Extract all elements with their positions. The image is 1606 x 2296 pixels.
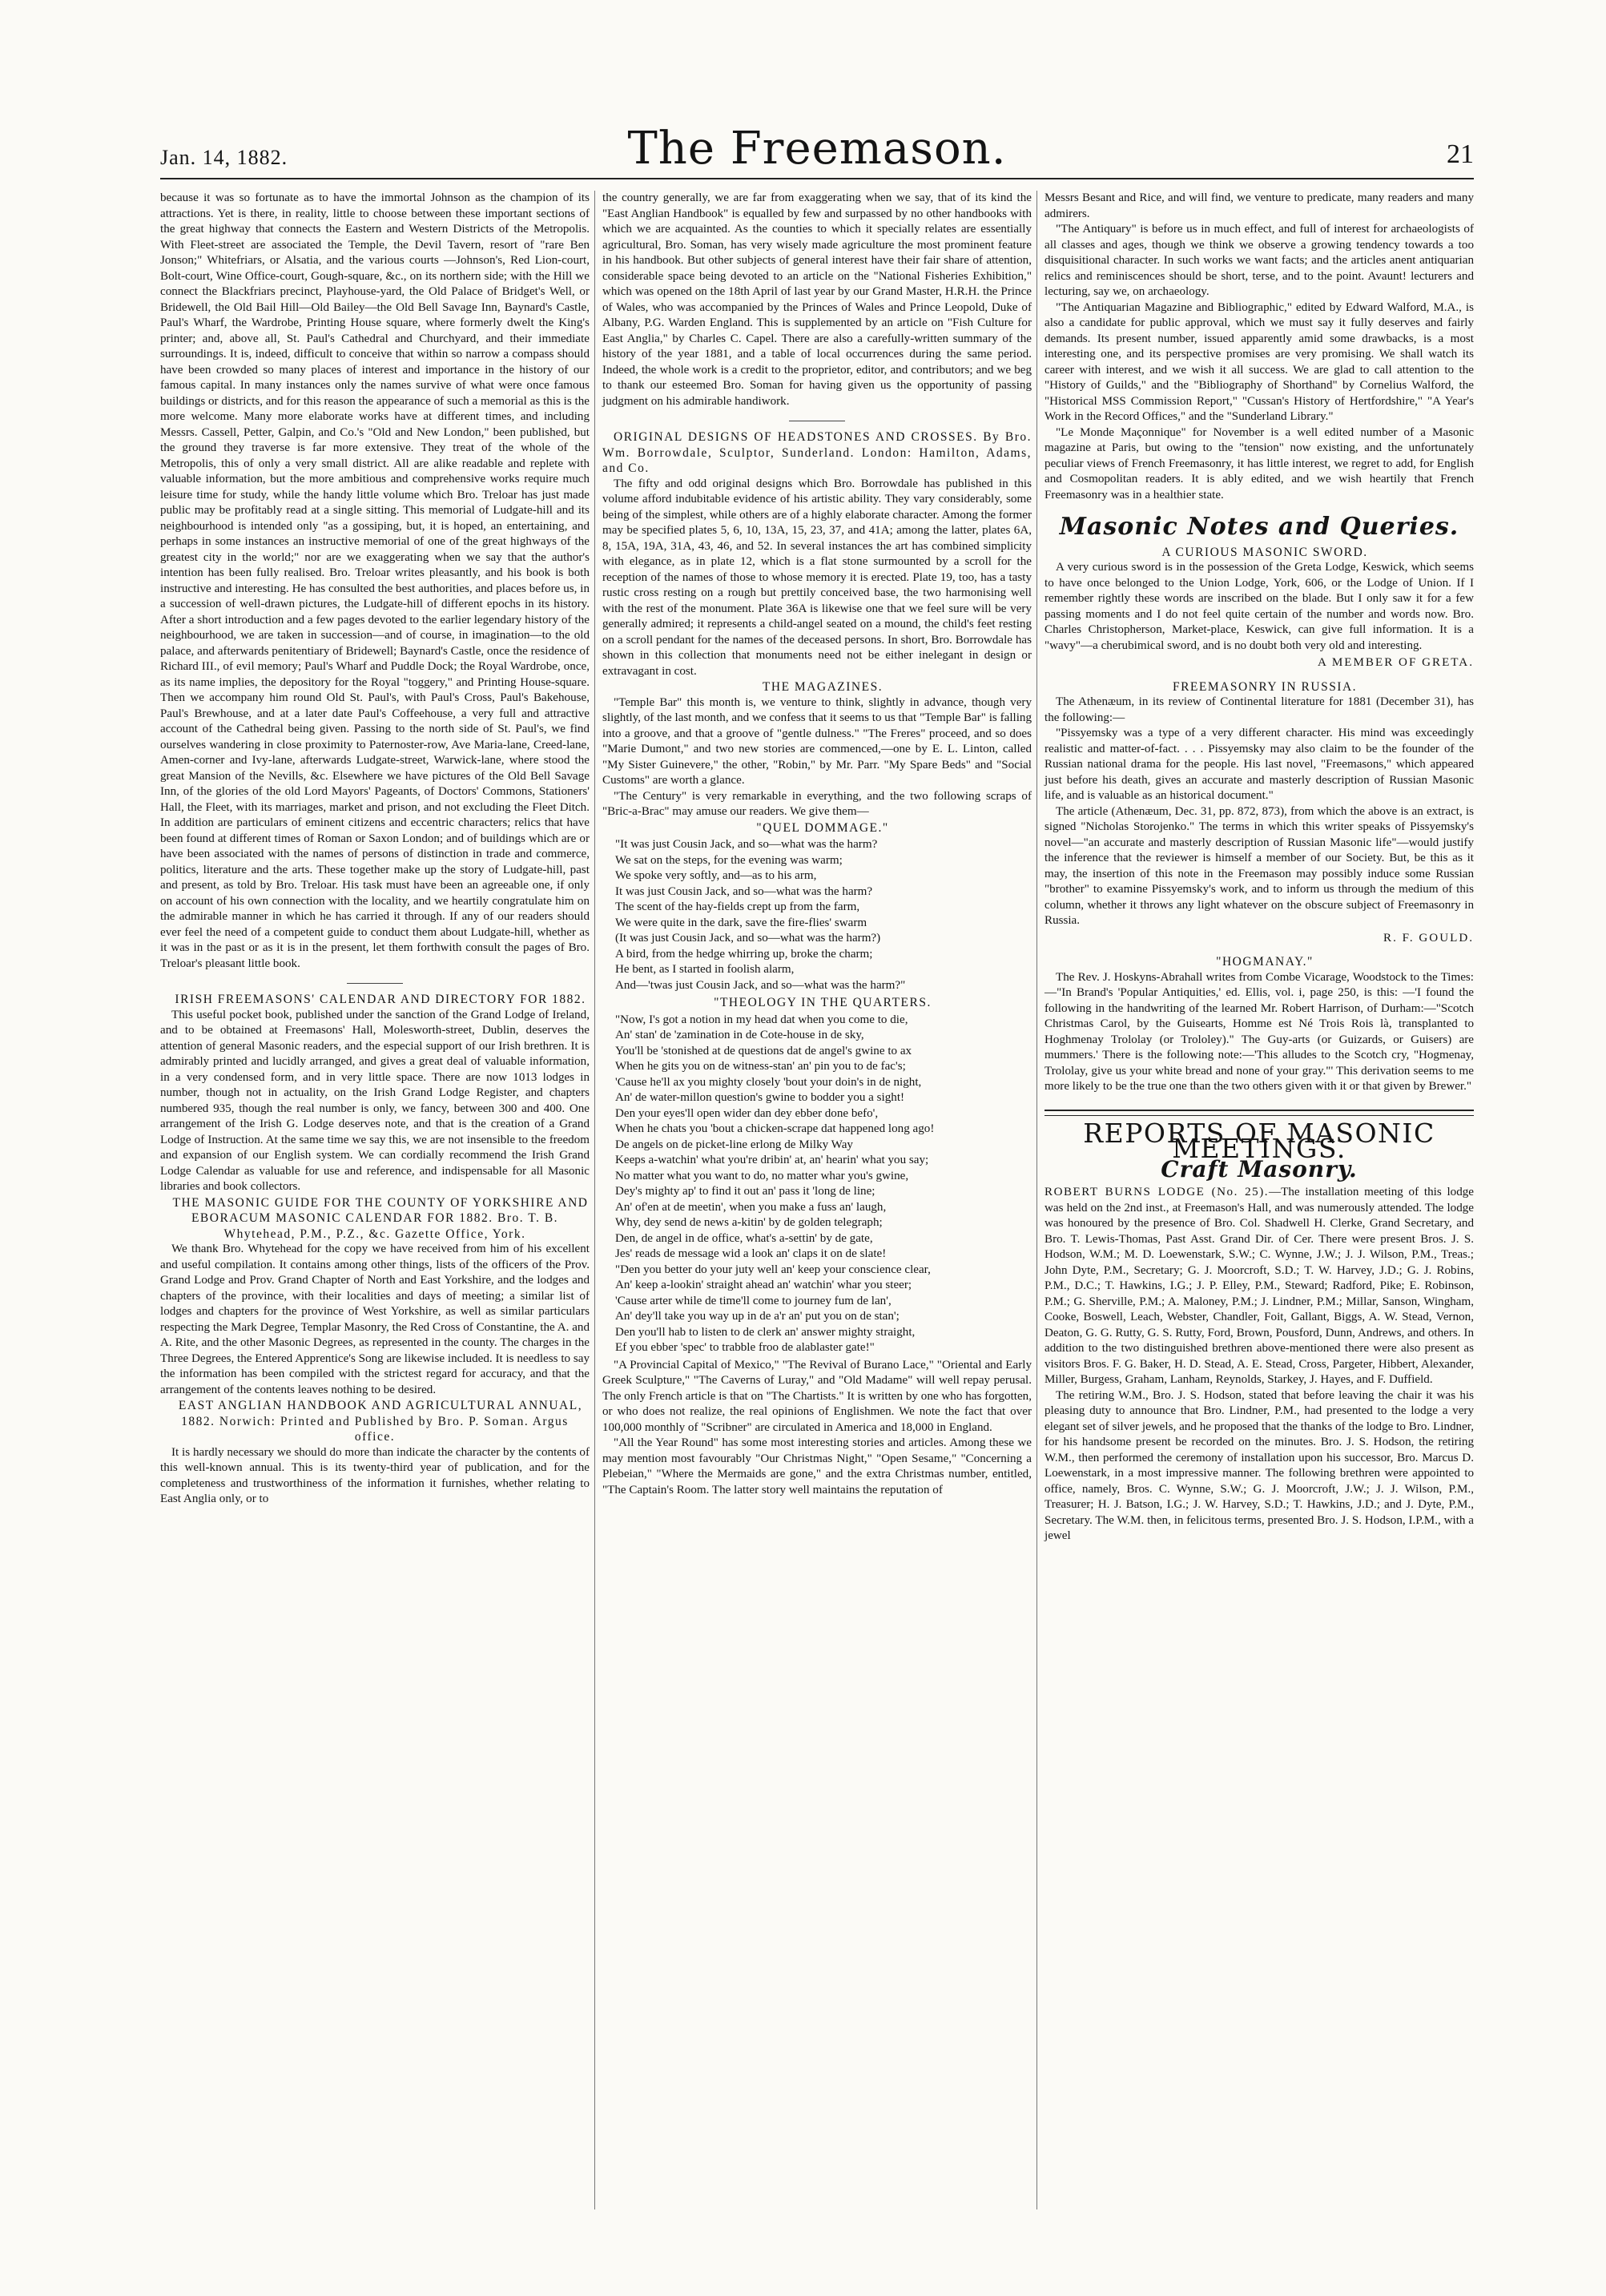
article-paragraph: "The Antiquarian Magazine and Bibliographic," edited by Edward Walford, M.A., is also a candidate for public approval, which we must say it fully deserves and fairly demands. Its present number, issued apparently amid some drawbacks, is a most interesting one, and its perspective promises are very promising. We shall watch its career with interest, and we wish it all success. We are glad to call attention to the "History of Guilds," and the "Bibliography of Shorthand" by Cornelius Walford, the "Historical MSS Commission Report," "Cussan's History of Hertfordshire," "A Year's Work in the Record Offices," and the "Sunderland Library." (1045, 300, 1474, 423)
article-paragraph: "All the Year Round" has some most interesting stories and articles. Among these we may mention most favourably "Our Christmas Night," "Open Sesame," "Concerning a Plebeian," "Where the Mermaids are gone," and the extra Christmas number, entitled, "The Captain's Room. The latter story well maintains the reputation of (602, 1436, 1032, 1496)
poem-line: An' stan' de 'zamination in de Cote-house in de sky, (615, 1029, 864, 1041)
poem-line: (It was just Cousin Jack, and so—what was the harm?) (615, 932, 881, 945)
masthead (160, 114, 1474, 175)
poem-line: Jes' reads de message wid a look an' claps it on de slate! (615, 1247, 887, 1260)
poem-line: Den your eyes'll open wider dan dey ebber done befo', (615, 1106, 879, 1120)
poem-line: An' de water-millon question's gwine to bodder you a sight! (615, 1091, 905, 1104)
article-paragraph: "The Antiquary" is before us in much effect, and full of interest for archaeologists of all classes and ages, though we think we observe a growing tendency towards a too disquisitional character. In such works we want facts; and the articles anent antiquarian relics and reminiscences should be short, terse, and to the point. Avaunt! lecturers and lecturing, say we, on archaeology. (1045, 223, 1474, 298)
section-rule (347, 983, 403, 984)
poem-line: He bent, as I started in foolish alarm, (615, 963, 795, 976)
article-paragraph: This useful pocket book, published under the sanction of the Grand Lodge of Ireland, and to be obtained at Freemasons' Hall, Molesworth-street, Dublin, deserves the attention of general Masonic readers, and the especial support of our Irish brethren. It is admirably printed and lucidly arranged, and gives a great deal of valuable information, in a very condensed form, and in very little space. There are now 1013 lodges in number, though not in actuality, on the Irish Grand Lodge Register, and chapters numbered 935, though the real number is only, we fancy, between 300 and 400. One arrangement of the Irish G. Lodge deserves note, and that is the creation of a Grand Lodge of Instruction. At the same time we say this, we are not insensible to the freedom and expansion of our English system. We can cordially recommend the Irish Grand Lodge Calendar as valuable for use and reference, and indispensable for all Masonic libraries and book collectors. (160, 1008, 590, 1193)
poem-title: "QUEL DOMMAGE." (756, 820, 889, 835)
column-1 (160, 191, 590, 1508)
poem-line: 'Cause arter while de time'll come to journey fum de lan', (615, 1294, 892, 1307)
poem-line: "Now, I's got a notion in my head dat when you come to die, (615, 1013, 908, 1026)
article-paragraph: the country generally, we are far from exaggerating when we say, that of its kind the "East Anglian Handbook" is equalled by few and surpassed by no other handbooks with which we are acquainted. As the counties to which it specially relates are essentially agricultural, Bro. Soman, has very wisely made agriculture the most prominent feature in his handbook. But other subjects of general interest have their fair share of attention, considerable space being devoted to an article on the "National Fisheries Exhibition," which was opened on the 18th April of last year by our Grand Master, H.R.H. the Prince of Wales, who was accompanied by the Princes of Wales and Prince Leopold, Duke of Albany, P.G. Warden England. This is supplemented by an article on "Fish Culture for East Anglia," by Charles C. Capel. There are also a carefully-written summary of the history of the year 1881, and a table of local occurrences during the same period. Indeed, the whole work is a credit to the proprietor, editor, and contributors; and we beg to thank our esteemed Bro. Soman for having given us the opportunity of passing judgment on his admirable handiwork. (602, 191, 1032, 408)
section-title-notes-queries: Masonic Notes and Queries. (1059, 513, 1459, 541)
poem-line: We sat on the steps, for the evening was warm; (615, 853, 843, 867)
article-paragraph: Messrs Besant and Rice, and will find, we venture to predicate, many readers and many admirers. (1045, 191, 1474, 220)
article-paragraph: We thank Bro. Whytehead for the copy we have received from him of his excellent and useful compilation. It contains among other things, lists of the officers of the Prov. Grand Lodge and Prov. Grand Chapter of North and East Yorkshire, and the lodges and chapters of the province, with their localities and days of meeting; a similar list of lodges and chapters for the province of West Yorkshire, as well as similar particulars respecting the Mark Degree, Templar Masonry, the Red Cross of Constantine, the A. and A. Rite, and the other Masonic Degrees, as represented in the county. The charges in the Three Degrees, the Entered Apprentice's Song are likewise included. It is needless to say the information has been compiled with the strictest regard for accuracy, and that the arrangement of the contents leaves nothing to be desired. (160, 1243, 590, 1396)
masthead-rule (160, 178, 1474, 179)
article-paragraph: It is hardly necessary we should do more than indicate the character by the contents of this well-known annual. This is its twenty-third year of publication, and for the completeness and trustworthiness of the information it furnishes, whether relating to East Anglia only, or to (160, 1445, 590, 1505)
article-paragraph: The Rev. J. Hoskyns-Abrahall writes from Combe Vicarage, Woodstock to the Times:—"In Brand's 'Popular Antiquities,' ed. Ellis, vol. i, page 250, is this: —'I found the following in the handwriting of the learned Mr. Robert Harrison, of Durham:—"Scotch Christmas Carol, by the Guisearts, Homme est Né Trois Rois là, transplanted to Hoghmenay Trololay (or Trololey)." The Guy-arts (or Guizards, or Guisers) are mummers.' There is the following note:—'This alludes to the Scotch cry, "Hogmenay, Trololay, give us your white bread and none of your gray."' This derivation seems to me more likely to be the true one than the two others given with it or that given by Brewer." (1045, 970, 1474, 1093)
column-3 (1045, 191, 1474, 1545)
poem-line: No matter what you want to do, no matter whar you's gwine, (615, 1169, 909, 1182)
issue-date: Jan. 14, 1882. (160, 146, 288, 169)
section-heading: A CURIOUS MASONIC SWORD. (1161, 545, 1368, 559)
poem-line: And—'twas just Cousin Jack, and so—what was the harm?" (615, 978, 906, 992)
poem (615, 1013, 1032, 1356)
poem-line: We were quite in the dark, save the fire-flies' swarm (615, 916, 867, 929)
poem-line: "It was just Cousin Jack, and so—what was the harm? (615, 838, 878, 851)
lodge-report-text: —The installation meeting of this lodge was held on the 2nd inst., at Freemason's Hall, and was numerously attended. The lodge was honoured by the presence of Bro. Col. Shadwell H. Clerke, Grand Secretary, and Bro. T. Lewis-Thomas, Past Asst. Grand Dir. of Cer. There were present Bros. J. S. Hodson, W.M.; M. D. Loewenstark, S.W.; C. Wynne, J.W.; J. J. Wilson, P.M., Treas.; John Dyte, P.M., Secretary; G. J. Moorcroft, S.D.; T. W. Harvey, J.D.; G. J. Robins, P.M., D.C.; T. Hawkins, I.G.; J. P. Elley, P.M., Steward; Radford, Pike; E. Robinson, P.M.; G. Sherville, P.M.; A. Maloney, P.M.; J. Lindner, P.M.; Millar, Sanson, Wingham, Cooke, Boswell, Leach, Webster, Chandler, Foit, Gallant, Biggs, A. W. Stead, Vernon, Deaton, G. G. Rutty, G. S. Rutty, Ford, Brown, Pousford, Dunn, Andrews, and others. In addition to the two distinguished brethren above-mentioned there were also present as visitors Bros. F. G. Baker, H. D. Stead, A. E. Stead, Cross, Pargeter, Hibbert, Alexander, Miller, Burgess, Graham, Lanham, Reynolds, Starkey, J. Hayes, and F. Duffield. (1045, 1186, 1474, 1386)
article-paragraph: because it was so fortunate as to have the immortal Johnson as the champion of its attractions. Yet is there, in reality, little to choose between these important sections of the great highway that connects the Eastern and Western Districts of the Metropolis. With Fleet-street are associated the Temple, the Devil Tavern, resort of "rare Ben Jonson;" Whitefriars, or Alsatia, and the various courts —Johnson's, Red Lion-court, Bolt-court, Wine Office-court, Gough-square, &c., on its northern side; with the Hill we connect the Blackfriars precinct, Playhouse-yard, the Old Palace of Bridget's Well, or Bridewell, the Old Bail Hill—Old Bailey—the Old Bell Savage Inn, Baynard's Castle, Paul's Wharf, the Wardrobe, Printing House square, where formerly dwelt the King's printer; and, above all, St. Paul's Cathedral and Churchyard, and their immediate surroundings. It is, indeed, difficult to conceive that within so narrow a compass should have been crowded so many places of interest and importance in the history of our famous capital. In many instances only the names survive of what were once famous buildings or districts, and for this reason the appearance of such a memorial as this is the more welcome. Many more elaborate works have at different times, and including Messrs. Cassell, Petter, Galpin, and Co.'s "Old and New London," been published, but the ground they traverse is far more extensive. They treat of the whole of the Metropolis, this of only a very small district. All are alike readable and replete with valuable information, but the more ambitious and comprehensive works require much leisure time for study, while the handy little volume which Bro. Treloar has just made public may be profitably read at a single sitting. This memorial of Ludgate-hill and its neighbourhood is intended only "as a gossiping, but, it is hoped, an entertaining, and perhaps in some instances an instructive memorial of one of the great highways of the greatest city in the world;" nor are we exaggerating when we say that the author's intention has been fully realised. Bro. Treloar writes pleasantly, and his book is both instructive and interesting. He has consulted the best authorities, and places before us, in a succession of well-drawn pictures, the Ludgate-hill of different epochs in its history. After a short introduction and a few pages devoted to the earlier legendary history of the neighbourhood, we are taken in succession—and of course, in imagination—to the old palace, and afterwards penitentiary of Bridewell; Baynard's Castle, once the residence of Richard III., of evil memory; Paul's Wharf and Puddle Dock; the Royal Wardrobe, once, as its name implies, the depository for the Royal "toggery," and Printing House-square. Then we accompany him round Old St. Paul's, with Paul's Cross, Paul's Bakehouse, Paul's Brewhouse, and at a later date Paul's Coffeehouse, a very full and attractive account of the Cathedral being given. Passing to the north side of St. Paul's, we find ourselves wandering in close proximity to Paternoster-row, Ave Maria-lane, Creed-lane, Amen-corner and Ivy-lane, afterwards Ludgate-street, Warwick-lane, where stood the great Mansion of the Nevills, &c. Elsewhere we have pictures of the Old Bell Savage Inn, of the glories of the old Lord Mayors' Pageants, of Doctors' Commons, Stationers' Hall, the Fleet, with its marriages, market and prison, and not excluding the Fleet Ditch. In addition are particulars of eminent citizens and eccentric characters; relics that have been found at different times of Roman or Saxon London; and of buildings which are or have been associated with the names of persons of distinction in trade and commerce, politics, literature and the arts. These together make up the story of Ludgate-hill, past and present, as told by Bro. Treloar. His task must have been an agreeable one, if only on account of his own connection with the locality, and we heartily congratulate him on the admirable manner in which he has carried it through. If any of our readers should ever feel the need of a competent guide to conduct them about Ludgate-hill, whether as it was in the past or as it is in the present, let them forthwith consult the pages of Bro. Treloar's pleasant little book. (160, 191, 590, 970)
article-paragraph: "A Provincial Capital of Mexico," "The Revival of Burano Lace," "Oriental and Early Greek Sculpture," "The Caverns of Luray," and "Old Madame" will well repay perusal. The only French article is that on "The Chartists." It is written by one who has forgotten, or who does not realize, the real opinions of Englishmen. We note the fact that over 100,000 monthly of "Scribner" are circulated in America and 18,000 in England. (602, 1358, 1032, 1434)
section-heading: "HOGMANAY." (1216, 955, 1314, 969)
section-heading: ORIGINAL DESIGNS OF HEADSTONES AND CROSSES. By Bro. Wm. Borrowdale, Sculptor, Sunderland. London: Hamilton, Adams, and Co. (602, 430, 1032, 475)
poem-line: It was just Cousin Jack, and so—what was the harm? (615, 884, 873, 898)
column-2 (602, 191, 1032, 1498)
poem-line: We spoke very softly, and—as to his arm, (615, 869, 817, 882)
poem-line: Den, de angel in de office, what's a-settin' by de gate, (615, 1231, 873, 1245)
poem-line: 'Cause he'll ax you mighty closely 'bout your doin's in de night, (615, 1075, 922, 1089)
section-heading: THE MAGAZINES. (762, 680, 884, 694)
article-paragraph: "The Century" is very remarkable in everything, and the two following scraps of "Bric-a-Brac" may amuse our readers. We give them— (602, 789, 1032, 818)
poem-line: When he chats you 'bout a chicken-scrape dat happened long ago! (615, 1122, 935, 1135)
article-paragraph: The retiring W.M., Bro. J. S. Hodson, stated that before leaving the chair it was his pleasing duty to announce that Bro. Lindner, P.M., had presented to the lodge a very elegant set of silver jewels, and he proposed that the thanks of the lodge to Bro. Lindner, for his handsome present be recorded on the minutes. Bro. J. S. Hodson, the retiring W.M., then performed the ceremony of installation upon his successor, Bro. Marcus D. Loewenstark, in a most impressive manner. The following brethren were appointed to office, namely, Bros. C. Wynne, S.W.; G. J. Moorcroft, J.W.; J. J. Wilson, P.M., Treasurer; H. J. Batson, I.G.; J. W. Harvey, S.D.; T. Hawkins, J.D.; and J. Dyte, P.M., Secretary. The W.M. then, in felicitous terms, presented Bro. J. S. Hodson, I.P.M., with a jewel (1045, 1388, 1474, 1542)
poem-line: An' dey'll take you way up in de a'r an' put you on de stan'; (615, 1310, 900, 1323)
newspaper-title: The Freemason. (627, 123, 1007, 175)
section-title-reports: REPORTS OF MASONIC MEETINGS. (1083, 1117, 1435, 1164)
section-heading: EAST ANGLIAN HANDBOOK AND AGRICULTURAL ANNUAL, 1882. Norwich: Printed and Published by Bro. P. Soman. Argus office. (178, 1399, 583, 1444)
section-heading: THE MASONIC GUIDE FOR THE COUNTY OF YORKSHIRE AND EBORACUM MASONIC CALENDAR FOR 1882. Bro. T. B. Whytehead, P.M., P.Z., &c. Gazette Office, York. (172, 1195, 589, 1241)
article-paragraph: The Athenæum, in its review of Continental literature for 1881 (December 31), has the following:— (1045, 695, 1474, 724)
poem-line: An' keep a-lookin' straight ahead an' watchin' whar you steer; (615, 1279, 912, 1291)
lodge-name: ROBERT BURNS LODGE (No. 25). (1045, 1186, 1270, 1198)
article-paragraph: The article (Athenæum, Dec. 31, pp. 872, 873), from which the above is an extract, is signed "Nicholas Storojenko." The terms in which this writer speaks of Pissyemsky's novel—"an accurate and masterly description of Russian Masonic life"—would justify the inference that the reviewer is himself a member of our Society. But, be this as it may, the insertion of this note in the Freemason may possibly induce some Russian "brother" to examine Pissyemsky's work, and to inform us through the medium of this column, whether it throws any light whatever on the obscure subject of Freemasonry in Russia. (1045, 804, 1474, 927)
article-paragraph: "Le Monde Maçonnique" for November is a well edited number of a Masonic magazine at Paris, but owing to the "tension" now existing, and the unfortunately peculiar views of French Freemasonry, it has little interest, we regret to add, for English and Cosmopolitan readers. It is ably edited, and we wish heartily that French Freemasonry was in a healthier state. (1045, 425, 1474, 501)
poem-line: Keeps a-watchin' what you're dribin' at, an' hearin' what you say; (615, 1154, 929, 1166)
poem-line: The scent of the hay-fields crept up from the farm, (615, 900, 860, 913)
signature: A MEMBER OF GRETA. (1318, 656, 1474, 669)
poem-title: "THEOLOGY IN THE QUARTERS. (714, 996, 932, 1009)
double-rule (1045, 1110, 1474, 1116)
page-number: 21 (1447, 139, 1474, 169)
poem-line: When he gits you on de witness-stan' an' pin you to de fac's; (615, 1060, 906, 1073)
article-paragraph: A very curious sword is in the possession of the Greta Lodge, Keswick, which seems to have once belonged to the Union Lodge, York, 606, or the Lodge of Union. If I remember rightly these words are inscribed on the blade. But I only saw it for a few passing moments and I do not feel quite certain of the number and words now. Bro. Charles Christopherson, Market-place, Keswick, can give full information. It is a "wavy"—a cherubimical sword, and is no doubt both very old and interesting. (1045, 561, 1474, 652)
column-divider (1036, 191, 1037, 2209)
poem-line: Dey's mighty ap' to find it out an' pass it 'long de line; (615, 1185, 875, 1198)
section-heading: FREEMASONRY IN RUSSIA. (1172, 679, 1358, 694)
poem (615, 837, 1032, 993)
section-title-craft-masonry: Craft Masonry. (1161, 1155, 1358, 1182)
article-paragraph: "Temple Bar" this month is, we venture to think, slightly in advance, though very slightly, of the last month, and we confess that it seems to us that "Temple Bar" is falling into a groove, and that a groove of "gentle dulness." "The Freres" proceed, and so does "Marie Dumont," and two new stories are commenced,—one by E. L. Linton, called "My Sister Guinevere," the other, "Robin," by Mr. Parr. "My Spare Beds" and "Social Customs" are worth a glance. (602, 695, 1032, 787)
section-heading: IRISH FREEMASONS' CALENDAR AND DIRECTORY FOR 1882. (175, 993, 586, 1006)
article-paragraph (1045, 1185, 1474, 1388)
poem-line: De angels on de picket-line erlong de Milky Way (615, 1138, 853, 1151)
poem-line: A bird, from the hedge whirring up, broke the charm; (615, 947, 873, 961)
poem-line: Den you'll hab to listen to de clerk an' answer mighty straight, (615, 1325, 916, 1339)
poem-line: Ef you ebber 'spec' to trabble froo de alablaster gate!" (615, 1341, 875, 1354)
poem-line: An' of'en at de meetin', when you make a fuss an' laugh, (615, 1200, 887, 1214)
article-paragraph: The fifty and odd original designs which Bro. Borrowdale has published in this volume afford indubitable evidence of his artistic ability. They vary considerably, some being of the simplest, while others are of a highly elaborate character. Among the former may be specified plates 5, 6, 10, 13A, 15, 23, 37, and 41A; among the latter, plates 6A, 8, 15A, 19A, 31A, 43, 46, and 52. In several instances the art has combined simplicity with elegance, as in plate 12, which is a flat stone surmounted by a scroll for the reception of the names of those to whose memory it is erected. Plate 19, too, has a tasty rustic cross resting on a rough but prettily conceived base, the two harmonising well with the rest of the monument. Plate 36A is likewise one that we feel sure will be very generally admired; it represents a child-angel seated on a mound, the child's feet resting on a scroll pendant for the names of the deceased persons. In short, Bro. Borrowdale has shown in this collection that monuments need not be either inelegant in design or extravagant in cost. (602, 477, 1032, 678)
signature: R. F. GOULD. (1383, 931, 1474, 945)
poem-line: Why, dey send de news a-kitin' by de golden telegraph; (615, 1216, 883, 1229)
poem-line: "Den you better do your juty well an' keep your conscience clear, (615, 1263, 931, 1276)
poem-line: You'll be 'stonished at de questions dat de angel's gwine to ax (615, 1044, 912, 1057)
article-paragraph: "Pissyemsky was a type of a very different character. His mind was exceedingly realistic and matter-of-fact. . . . Pissyemsky may also claim to be the founder of the Russian national drama for the people. His last novel, "Freemasons," which appeared just before his death, gives an accurate and masterly description of Russian Masonic life, and is valuable as an historical document." (1045, 727, 1474, 802)
column-divider (594, 191, 595, 2209)
